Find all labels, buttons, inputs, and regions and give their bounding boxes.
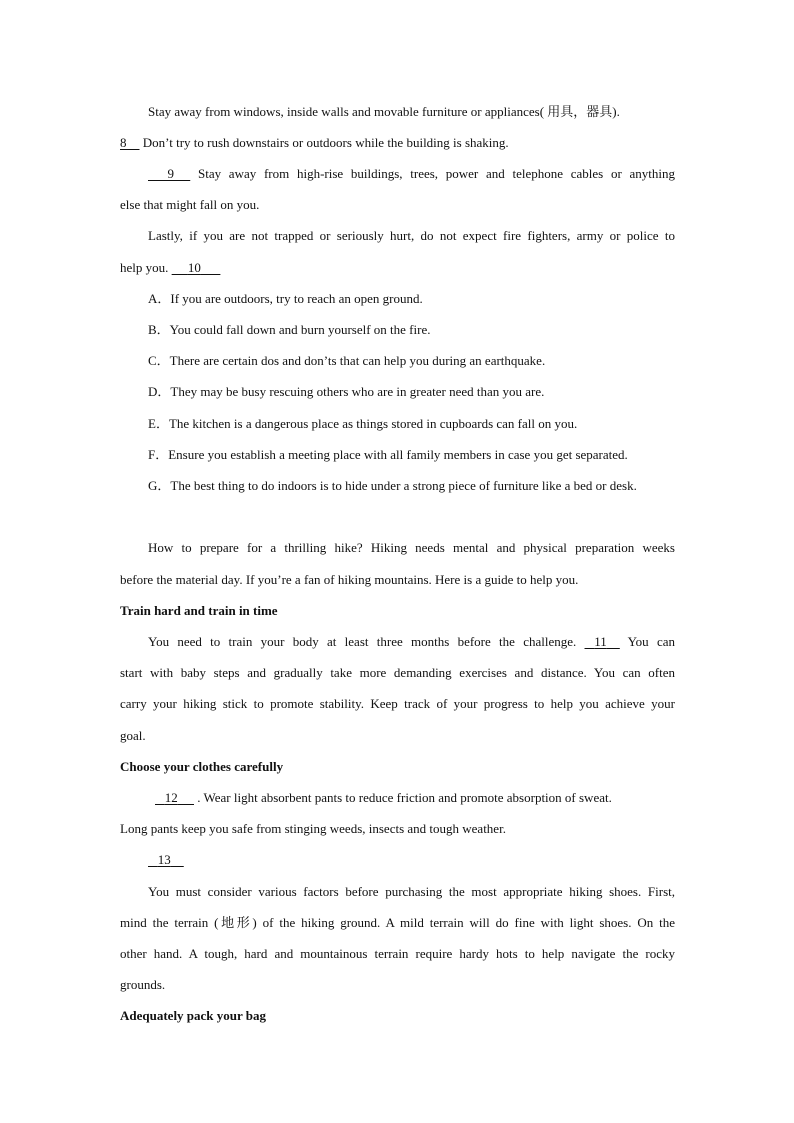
paragraph-line bbox=[148, 634, 675, 650]
section-heading: Train hard and train in time bbox=[120, 603, 278, 618]
text: . Wear light absorbent pants to reduce friction and promote absorption of sweat. bbox=[194, 790, 612, 805]
text: How to prepare for a thrilling hike? Hiking needs mental and physical preparation weeks bbox=[148, 540, 675, 555]
text: Stay away from windows, inside walls and movable furniture or appliances( 用具，器具). bbox=[148, 104, 620, 119]
option-text: There are certain dos and don’ts that can help you during an earthquake. bbox=[169, 353, 546, 368]
option-letter: D． bbox=[148, 384, 171, 399]
paragraph-line bbox=[120, 572, 675, 588]
paragraph-line bbox=[120, 665, 675, 681]
paragraph-line bbox=[120, 135, 675, 151]
paragraph-line bbox=[155, 790, 672, 806]
text: You can bbox=[619, 634, 675, 649]
paragraph-line bbox=[148, 104, 675, 120]
text: Lastly, if you are not trapped or seriously hurt, do not expect fire fighters, army or police to bbox=[148, 228, 675, 243]
paragraph-line bbox=[148, 540, 675, 556]
paragraph-line bbox=[120, 696, 675, 712]
text: You must consider various factors before purchasing the most appropriate hiking shoes. First, bbox=[148, 884, 675, 899]
answer-blank-12: 12 bbox=[164, 790, 178, 805]
text: start with baby steps and gradually take more demanding exercises and distance. You can often bbox=[120, 665, 675, 680]
paragraph-line bbox=[120, 728, 675, 744]
text: else that might fall on you. bbox=[120, 197, 260, 212]
option-text: If you are outdoors, try to reach an open ground. bbox=[170, 291, 423, 306]
option-d bbox=[148, 384, 688, 400]
answer-blank-8: 8 bbox=[120, 135, 127, 150]
paragraph-line bbox=[120, 915, 675, 931]
text: before the material day. If you’re a fan of hiking mountains. Here is a guide to help you. bbox=[120, 572, 579, 587]
option-text: The kitchen is a dangerous place as things stored in cupboards can fall on you. bbox=[168, 416, 578, 431]
option-b bbox=[148, 322, 688, 338]
option-letter: E． bbox=[148, 416, 169, 431]
option-letter: A． bbox=[148, 291, 171, 306]
answer-blank-11: 11 bbox=[594, 634, 607, 649]
text: mind the terrain (地形) of the hiking ground. A mild terrain will do fine with light shoes. On the bbox=[120, 915, 675, 930]
option-letter: C． bbox=[148, 353, 170, 368]
paragraph-line bbox=[120, 821, 675, 837]
option-text: You could fall down and burn yourself on the fire. bbox=[169, 322, 431, 337]
text: goal. bbox=[120, 728, 146, 743]
option-letter: B． bbox=[148, 322, 170, 337]
text: Stay away from high-rise buildings, trees, power and telephone cables or anything bbox=[190, 166, 675, 181]
answer-blank-10: 10 bbox=[187, 260, 201, 275]
option-letter: G． bbox=[148, 478, 171, 493]
text: other hand. A tough, hard and mountainous terrain require hardy hots to help navigate the rocky bbox=[120, 946, 675, 961]
paragraph-line bbox=[120, 197, 675, 213]
text: Long pants keep you safe from stinging weeds, insects and tough weather. bbox=[120, 821, 506, 836]
option-g bbox=[148, 478, 688, 494]
answer-blank-13: 13 bbox=[157, 852, 171, 867]
option-text: The best thing to do indoors is to hide under a strong piece of furniture like a bed or desk. bbox=[170, 478, 637, 493]
text: help you. bbox=[120, 260, 172, 275]
option-a bbox=[148, 291, 688, 307]
text: Don’t try to rush downstairs or outdoors while the building is shaking. bbox=[139, 135, 509, 150]
paragraph-line bbox=[120, 946, 675, 962]
option-text: Ensure you establish a meeting place with all family members in case you get separated. bbox=[168, 447, 628, 462]
paragraph-line bbox=[148, 884, 675, 900]
answer-blank-9: 9 bbox=[167, 166, 174, 181]
option-text: They may be busy rescuing others who are in greater need than you are. bbox=[170, 384, 545, 399]
option-c bbox=[148, 353, 688, 369]
text: You need to train your body at least three months before the challenge. bbox=[148, 634, 585, 649]
text: carry your hiking stick to promote stability. Keep track of your progress to help you achieve your bbox=[120, 696, 675, 711]
option-e bbox=[148, 416, 688, 432]
option-letter: F． bbox=[148, 447, 169, 462]
paragraph-line bbox=[148, 228, 675, 244]
paragraph-line bbox=[120, 260, 675, 276]
text: grounds. bbox=[120, 977, 166, 992]
paragraph-line bbox=[120, 977, 675, 993]
paragraph-line bbox=[148, 166, 675, 182]
paragraph-line bbox=[148, 852, 675, 868]
option-f bbox=[148, 447, 688, 463]
section-heading: Adequately pack your bag bbox=[120, 1008, 267, 1023]
section-heading: Choose your clothes carefully bbox=[120, 759, 284, 774]
